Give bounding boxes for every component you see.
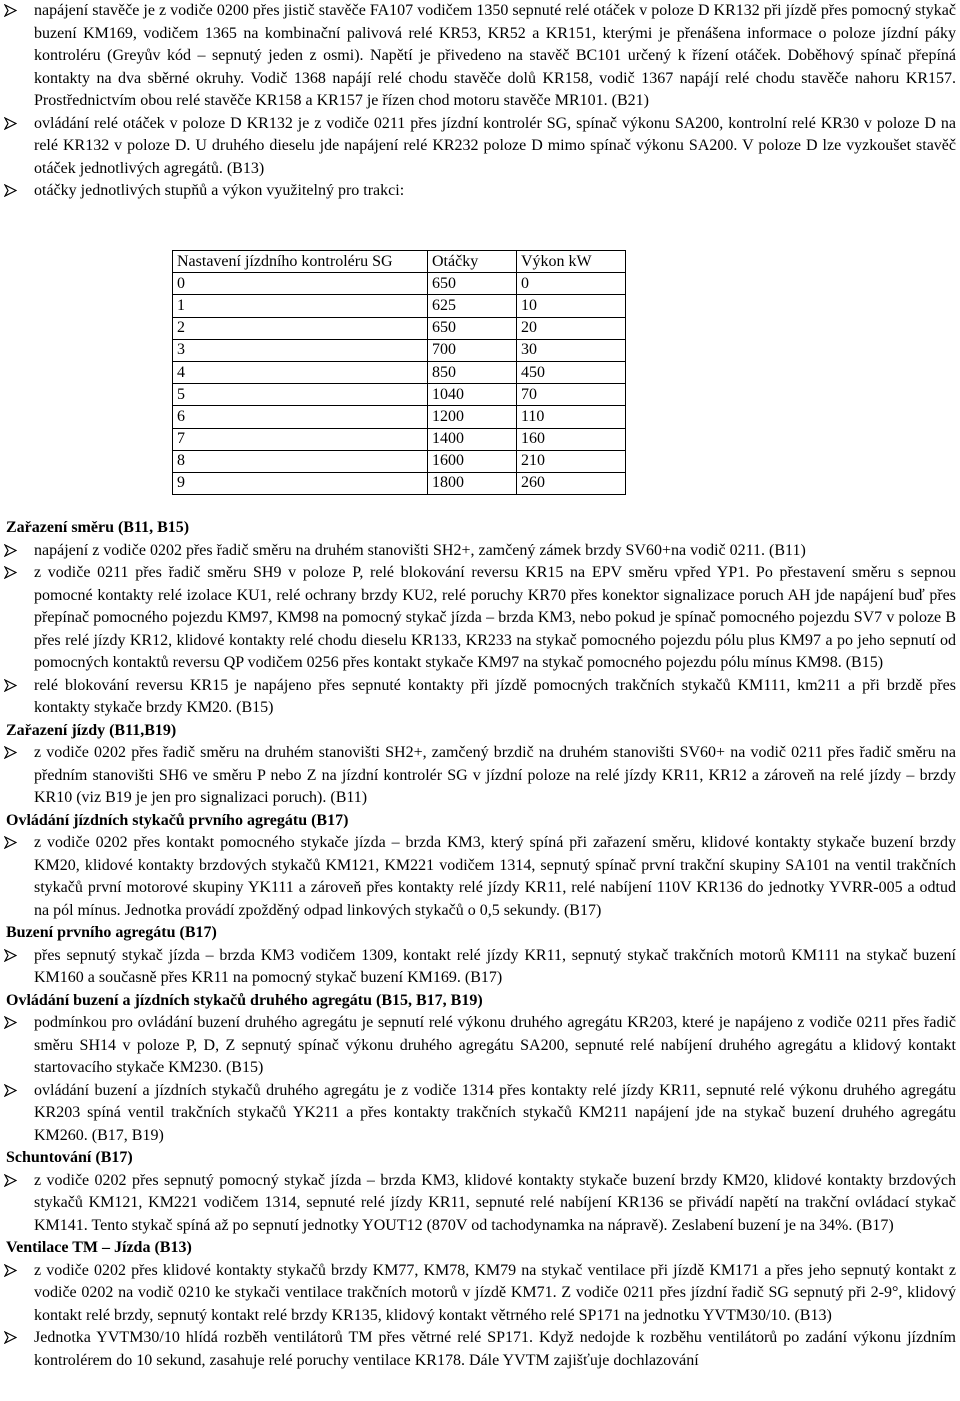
intro-bullet-text: napájení stavěče je z vodiče 0200 přes jistič stavěče FA107 vodičem 1350 sepnuté relé otáček v poloze D KR132 při jízdě přes pomocný stykač buzení KM169, vodičem 1365 na kombinační palivová relé KR53, KR52 a KR151, kterými je přenášena informace o poloze jízdní páky kontroléru (Greyův kód – sepnutý jeden z osmi). Napětí je přivedeno na stavěč BC101 určený k řízení otáček. Doběhový spínač přepíná kontakty na dva sběrné okruhy. Vodič 1368 napájí relé chodu stavěče dolů KR158, vodič 1367 napájí relé chodu stavěče nahoru KR157. Prostřednictvím obou relé stavěče KR158 a KR157 je řízen chod motoru stavěče MR101. (B21): [34, 2, 956, 109]
table-cell: 20: [517, 317, 626, 339]
arrowhead-bullet-icon: [4, 1080, 20, 1102]
arrowhead-bullet-icon: [4, 742, 20, 764]
table-row: [173, 361, 626, 383]
table-row: [173, 295, 626, 317]
table-cell: 4: [173, 361, 428, 383]
table-cell: 5: [173, 384, 428, 406]
table-cell: 110: [517, 406, 626, 428]
table-cell: 0: [173, 273, 428, 295]
sections-container: [0, 517, 960, 1372]
table-header-cell: Nastavení jízdního kontroléru SG: [173, 251, 428, 273]
section-bullet-text: z vodiče 0202 přes klidové kontakty stykačů brzdy KM77, KM78, KM79 na stykač ventilace při jízdě KM171 a přes jeho sepnutý kontakt z vodiče 0202 na vodič 0210 ke stykači ventilace trakčních motorů v jízdě KM71. Z vodiče 0211 přes jízdní řadič SG sepnutý při 2-9°, klidový kontakt relé brzdy, sepnutý kontakt relé brzdy KR135, klidový kontakt větrného relé SP171 na jednotku YVTM30/10. (B13): [34, 1261, 956, 1324]
table-cell: 1400: [428, 428, 517, 450]
table-cell: 160: [517, 428, 626, 450]
intro-section: [0, 0, 960, 203]
section-heading: Ovládání jízdních stykačů prvního agregátu (B17): [6, 811, 349, 829]
table-row: [173, 339, 626, 361]
table-cell: 1600: [428, 450, 517, 472]
arrowhead-bullet-icon: [4, 0, 20, 22]
table-row: [173, 406, 626, 428]
table-cell: 10: [517, 295, 626, 317]
arrowhead-bullet-icon: [4, 1260, 20, 1282]
table-row: [173, 384, 626, 406]
section-heading: Zařazení směru (B11, B15): [6, 519, 190, 536]
section-heading: Zařazení jízdy (B11,B19): [6, 721, 177, 739]
section-bullet-text: podmínkou pro ovládání buzení druhého agregátu je sepnutí relé výkonu druhého agregátu KR203, které je napájeno z vodiče 0211 přes řadič směru SH14 v poloze P, D, Z sepnutý spínač výkonu druhého agregátu SA200, sepnuté relé nabíjení druhého agregátu a klidový kontakt startovacího stykače KM230. (B15): [34, 1014, 956, 1076]
arrowhead-bullet-icon: [4, 945, 20, 967]
list-item: [0, 180, 960, 203]
table-cell: 1800: [428, 472, 517, 494]
section-heading: Buzení prvního agregátu (B17): [6, 924, 217, 941]
list-item: [0, 1170, 960, 1238]
section-bullet-text: z vodiče 0211 přes řadič směru SH9 v poloze P, relé blokování reversu KR15 na EPV směru vpřed YP1. Po přestavení směru s sepnou pomocné kontakty relé izolace KU1, relé ochrany brzdy KU2, relé poruchy KR70 přes konektor signalizace poruch AH jde napájení buď přes přepínač pomocného pojezdu KM97, KM98 na pomocný stykač jízda – brzda KM3, nebo pokud je spínač pomocného pojezdu SV7 v poloze B přes relé jízdy KR12, klidové kontakty relé chodu dieselu KR133, KR233 na stykač pomocného pojezdu pólu plus KM97 a po jeho sepnutí od pomocných kontaktů reversu QP vodičem 0256 přes kontakt stykače KM97 na stykač pomocného pojezdu pólu mínus KM98. (B15): [34, 564, 956, 671]
section-bullet-text: z vodiče 0202 přes sepnutý pomocný stykač jízda – brzda KM3, klidové kontakty stykače buzení brzdy KM20, klidové kontakty brzdových stykačů KM121, KM221 vodičem 1314, sepnuté relé jízdy KR11, sepnuté relé nabíjení KR136 se přivádí napětí na trakční ovládací stykač KM141. Tento stykač spíná až po sepnutí jednotky YOUT12 (870V od tachodynamka na nápravě). Zeslabení buzení je na 34%. (B17): [34, 1171, 956, 1234]
list-item: [0, 562, 960, 675]
table-cell: 650: [428, 273, 517, 295]
arrowhead-bullet-icon: [4, 113, 20, 135]
table-cell: 8: [173, 450, 428, 472]
section-heading: Schuntování (B17): [6, 1149, 133, 1166]
table-cell: 70: [517, 384, 626, 406]
table-header-cell: Otáčky: [428, 251, 517, 273]
list-item: [0, 832, 960, 922]
section-heading: Ventilace TM – Jízda (B13): [6, 1239, 192, 1256]
list-item: [0, 742, 960, 810]
section-bullet-text: přes sepnutý stykač jízda – brzda KM3 vodičem 1309, kontakt relé jízdy KR11, sepnutý stykač trakčních motorů KM111 na stykač buzení KM160 a současně přes KR11 na pomocný stykač buzení KM169. (B17): [34, 946, 956, 986]
section-bullet-text: napájení z vodiče 0202 přes řadič směru na druhém stanovišti SH2+, zamčený zámek brzdy SV60+na vodič 0211. (B11): [34, 541, 806, 559]
section-bullet-text: z vodiče 0202 přes řadič směru na druhém stanovišti SH2+, zamčený brzdič na druhém stanovišti SV60+ na vodič 0211 přes řadič směru na předním stanovišti SH6 ve směru P nebo Z na jízdní kontrolér SG v jízdní poloze na relé jízdy KR11, KR12 a zároveň na relé jízdy – brzdy KR10 (viz B19 je jen pro signalizaci poruch). (B11): [34, 744, 956, 806]
arrowhead-bullet-icon: [4, 675, 20, 697]
section-bullet-text: relé blokování reversu KR15 je napájeno přes sepnuté kontakty při jízdě pomocných trakčních stykačů KM111, km211 a při brzdě přes kontakty stykače brzdy KM20. (B15): [34, 676, 956, 716]
arrowhead-bullet-icon: [4, 832, 20, 854]
arrowhead-bullet-icon: [4, 180, 20, 202]
table-cell: 3: [173, 339, 428, 361]
table-header-cell: Výkon kW: [517, 251, 626, 273]
table-cell: 850: [428, 361, 517, 383]
arrowhead-bullet-icon: [4, 1170, 20, 1192]
arrowhead-bullet-icon: [4, 540, 20, 562]
table-row: [173, 317, 626, 339]
table-cell: 9: [173, 472, 428, 494]
list-item: [0, 1327, 960, 1372]
table-row: [173, 450, 626, 472]
list-item: [0, 1080, 960, 1148]
arrowhead-bullet-icon: [4, 1012, 20, 1034]
speed-power-table: [172, 250, 626, 495]
list-item: [0, 675, 960, 720]
table-row: [173, 273, 626, 295]
intro-bullet-text: otáčky jednotlivých stupňů a výkon využitelný pro trakci:: [34, 182, 405, 199]
table-cell: 700: [428, 339, 517, 361]
table-cell: 1: [173, 295, 428, 317]
table-cell: 650: [428, 317, 517, 339]
table-cell: 30: [517, 339, 626, 361]
list-item: [0, 1260, 960, 1328]
table-row: [173, 428, 626, 450]
intro-bullet-text: ovládání relé otáček v poloze D KR132 je z vodiče 0211 přes jízdní kontrolér SG, spínač výkonu SA200, kontrolní relé KR30 v poloze D na relé KR132 v poloze D. U druhého dieselu jde napájení relé KR232 poloze D mimo spínač výkonu SA200. V poloze D lze vyzkoušet stavěč otáček jednotlivých agregátů. (B13): [34, 114, 956, 177]
table-cell: 625: [428, 295, 517, 317]
table-cell: 1040: [428, 384, 517, 406]
list-item: [0, 1012, 960, 1080]
list-item: [0, 540, 960, 563]
table-row: [173, 472, 626, 494]
table-cell: 7: [173, 428, 428, 450]
list-item: [0, 945, 960, 990]
table-cell: 1200: [428, 406, 517, 428]
table-cell: 6: [173, 406, 428, 428]
section-bullet-text: z vodiče 0202 přes kontakt pomocného stykače jízda – brzda KM3, který spíná při zařazení směru, klidové kontakty stykače buzení brzdy KM20, klidové kontakty brzdových stykačů KM121, KM221 vodičem 1314, sepnutý spínač první trakční skupiny SA101 na ventil trakčních stykačů první motorové skupiny YK111 a zároveň přes kontakty relé jízdy KR11, relé nabíjení 110V KR136 do jednotky YVRR-005 a odtud na pól mínus. Jednotka provádí zpožděný odpad linkových stykačů o 0,5 sekundy. (B17): [34, 834, 956, 919]
section-heading: Ovládání buzení a jízdních stykačů druhého agregátu (B15, B17, B19): [6, 991, 483, 1009]
list-item: [0, 113, 960, 181]
section-bullet-text: Jednotka YVTM30/10 hlídá rozběh ventilátorů TM přes větrné relé SP171. Když nedojde k rozběhu ventilátorů po zadání výkonu jízdním kontrolérem do 10 sekund, zasahuje relé poruchy ventilace KR178. Dále YVTM zajišťuje dochlazování: [34, 1329, 956, 1369]
table-cell: 260: [517, 472, 626, 494]
list-item: [0, 0, 960, 113]
table-header-row: [173, 251, 626, 273]
arrowhead-bullet-icon: [4, 562, 20, 584]
speed-power-table-container: [172, 250, 626, 495]
arrowhead-bullet-icon: [4, 1327, 20, 1349]
section-bullet-text: ovládání buzení a jízdních stykačů druhého agregátu je z vodiče 1314 přes kontakty relé jízdy KR11, sepnuté relé výkonu druhého agregátu KR203 spíná ventil trakčních stykačů YK211 a přes kontakty trakčních stykačů KM211 napájení jde na stykač buzení druhého agregátu KM260. (B17, B19): [34, 1081, 956, 1144]
table-cell: 210: [517, 450, 626, 472]
table-cell: 0: [517, 273, 626, 295]
table-cell: 2: [173, 317, 428, 339]
table-cell: 450: [517, 361, 626, 383]
